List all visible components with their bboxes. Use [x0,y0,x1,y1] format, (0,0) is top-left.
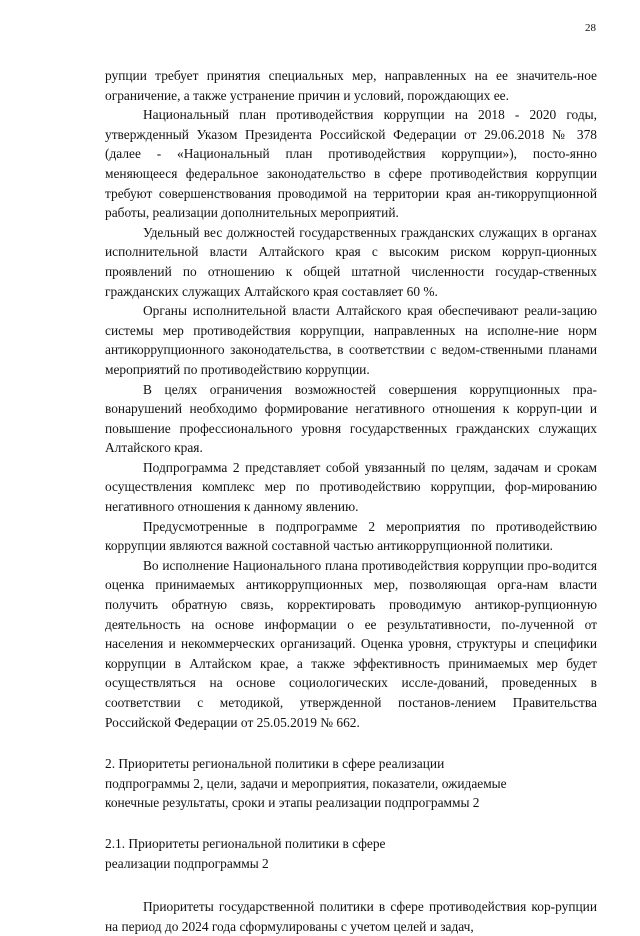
section-heading-2-1-line-1: 2.1. Приоритеты региональной политики в сфере [105,835,386,851]
document-body [105,66,597,936]
paragraph-evaluation: Во исполнение Национального плана противодействия коррупции про-водится оценка принимаемых антикоррупционных мер, позволяющая орга-нам власти получить обратную связь, корректировать проводимую антикор-рупционную деятельность на основе информации о ее результативности, по-лученной от населения и некоммерческих организаций. Оценка уровня, структуры и специфики коррупции в Алтайском крае, а также эффективность принимаемых мер будет осуществляться на основе социологических иссле-дований, проведенных в соответствии с методикой, утвержденной постанов-лением Правительства Российской Федерации от 25.05.2019 № 662. [105,557,597,730]
paragraph-continuation: рупции требует принятия специальных мер, направленных на ее значитель-ное ограничение, а также устранение причин и условий, порождающих ее. [105,68,597,103]
paragraph-priorities: Приоритеты государственной политики в сфере противодействия кор-рупции на период до 2024 года сформулированы с учетом целей и задач, [105,899,597,934]
section-heading-2 [105,754,597,813]
paragraph-restriction-goals: В целях ограничения возможностей совершения коррупционных пра-вонарушений необходимо формирование негативного отношения к корруп-ции и повышение профессионального уровня государственных гражданских служащих Алтайского края. [105,381,597,456]
paragraph-national-plan: Национальный план противодействия коррупции на 2018 - 2020 годы, утвержденный Указом Президента Российской Федерации от 29.06.2018 № 378 (далее - «Национальный план противодействия коррупции»), посто-янно меняющееся федеральное законодательство в сфере противодействия коррупции требуют совершенствования проводимой на территории края ан-тикоррупционной работы, реализации дополнительных мероприятий. [105,107,597,221]
section-heading-2-line-3: конечные результаты, сроки и этапы реализации подпрограммы 2 [105,795,480,811]
section-heading-2-line-2: подпрограммы 2, цели, задачи и мероприятия, показатели, ожидаемые [105,775,507,791]
paragraph-share-of-positions: Удельный вес должностей государственных гражданских служащих в органах исполнительной власти Алтайского края с высоким риском корруп-ционных проявлений по отношению к общей штатной численности государ-ственных гражданских служащих Алтайского края составляет 60 %. [105,224,597,299]
paragraph-executive-bodies: Органы исполнительной власти Алтайского края обеспечивают реали-зацию системы мер противодействия коррупции, направленных на исполне-ние норм антикоррупционного законодательства, в соответствии с ведом-ственными планами мероприятий по противодействию коррупции. [105,303,597,377]
paragraph-subprogram-measures: Предусмотренные в подпрограмме 2 мероприятия по противодействию коррупции являются важной составной частью антикоррупционной политики. [105,518,597,554]
paragraph-subprogram-description: Подпрограмма 2 представляет собой увязанный по целям, задачам и срокам осуществления комплекс мер по противодействию коррупции, фор-мированию негативного отношения к данному явлению. [105,459,597,515]
page-number: 28 [585,22,596,34]
section-heading-2-line-1: 2. Приоритеты региональной политики в сфере реализации [105,756,445,772]
section-heading-2-1 [105,834,597,873]
section-heading-2-1-line-2: реализации подпрограммы 2 [105,855,269,871]
